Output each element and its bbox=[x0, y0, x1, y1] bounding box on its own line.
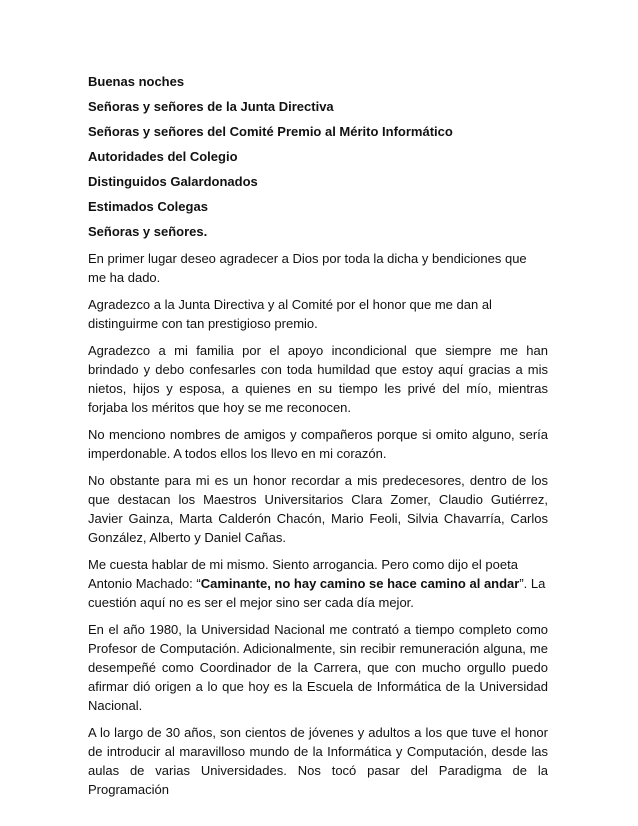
paragraph-text: Me cuesta hablar de mi mismo. Siento arrogancia. Pero como dijo el poeta Antonio Machado: “ bbox=[88, 557, 518, 591]
salutation-line: Señoras y señores de la Junta Directiva bbox=[88, 99, 334, 114]
paragraph-text: ”. La cuestión aquí no es ser el mejor sino ser cada día mejor. bbox=[88, 576, 546, 610]
paragraph: Agradezco a la Junta Directiva y al Comité por el honor que me dan al distinguirme con tan prestigioso premio. bbox=[88, 297, 492, 331]
paragraph: A lo largo de 30 años, son cientos de jóvenes y adultos a los que tuve el honor de introducir al maravilloso mundo de la Informática y Computación, desde las aulas de varias Universidades. Nos tocó pasar del Paradigma de la Programación bbox=[88, 725, 548, 797]
paragraph: En primer lugar deseo agradecer a Dios por toda la dicha y bendiciones que me ha dado. bbox=[88, 251, 527, 285]
salutation-line: Buenas noches bbox=[88, 74, 185, 89]
paragraph: No obstante para mi es un honor recordar a mis predecesores, dentro de los que destacan los Maestros Universitarios Clara Zomer, Claudio Gutiérrez, Javier Gainza, Marta Calderón Chacón, Mario Feoli, Silvia Chavarría, Carlos González, Alberto y Daniel Cañas. bbox=[88, 473, 548, 545]
poet-quote: Caminante, no hay camino se hace camino al andar bbox=[200, 576, 520, 591]
salutation-line: Señoras y señores del Comité Premio al Mérito Informático bbox=[88, 124, 453, 139]
salutation-line: Distinguidos Galardonados bbox=[88, 174, 258, 189]
paragraph bbox=[88, 555, 548, 612]
speech-text bbox=[88, 72, 548, 807]
paragraph: Agradezco a mi familia por el apoyo incondicional que siempre me han brindado y debo confesarles con toda humildad que estoy aquí gracias a mis nietos, hijos y esposa, a quienes en su tiempo les privé del mío, mientras forjaba los méritos que hoy se me reconocen. bbox=[88, 343, 548, 415]
paragraph: En el año 1980, la Universidad Nacional me contrató a tiempo completo como Profesor de Computación. Adicionalmente, sin recibir remuneración alguna, me desempeñé como Coordinador de la Carrera, que con mucho orgullo puedo afirmar dió origen a lo que hoy es la Escuela de Informática de la Universidad Nacional. bbox=[88, 622, 548, 713]
salutation-line: Autoridades del Colegio bbox=[88, 149, 238, 164]
salutation-line: Estimados Colegas bbox=[88, 199, 208, 214]
paragraph: No menciono nombres de amigos y compañeros porque si omito alguno, sería imperdonable. A todos ellos los llevo en mi corazón. bbox=[88, 427, 548, 461]
salutation-line: Señoras y señores. bbox=[88, 224, 208, 239]
